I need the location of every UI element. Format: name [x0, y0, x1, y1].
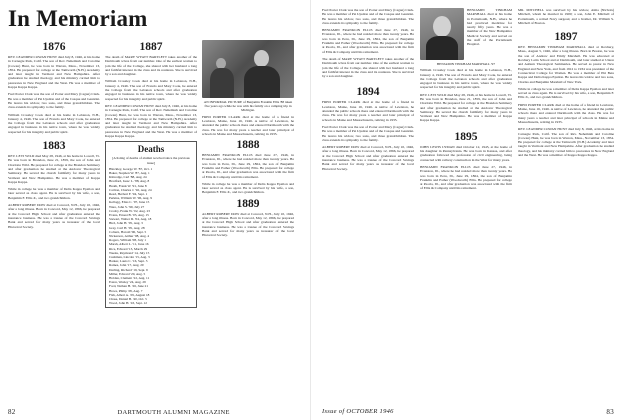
obituary-text: REV. LEVI WILD died May 28, 1946, at his home in Lowell, Vt. He was born in Brandon, June 21, 1859, the son of John and Charlotte Wild. He prepared for college at the Brandon Seminary and after graduation he studied at the Andover Theological Seminary. He served the church faithfully for many years in Vermont and New Hampshire. He was a member of Kappa Kappa Kappa.: [8, 154, 100, 184]
column-5: [420, 8, 512, 406]
column-1: [8, 40, 100, 406]
page-number: 83: [606, 408, 614, 416]
obituary-text: ALBERT ROBERT DOW died at Concord, N.H., July 10, 1946, after a long illness. Born in Concord, May 12, 1866, he prepared at the Concord High School and after graduation entered the insurance business. He was a trustee of the Concord Savings Bank and served for many years as treasurer of the local Historical Society.: [202, 211, 294, 238]
column-4: [322, 8, 414, 406]
deaths-box: [105, 141, 197, 308]
death-entry: Baker, Stephen W. '87, Aug. 1: [109, 170, 150, 175]
obituary-text: ALBERT ROBERT DOW died at Concord, N.H., July 10, 1946, after a long illness. Born in Concord, May 12, 1866, he prepared at the Concord High School and after graduation entered the insurance business. He was a trustee of the Concord Savings Bank and served for many years as treasurer of the local Historical Society.: [8, 203, 100, 229]
column-2: [105, 40, 197, 406]
portrait-caption: BENJAMIN TINKHAM MARSHALL '97: [436, 62, 496, 66]
deaths-list: [109, 167, 193, 306]
death-entry: Reed, Herbert F. '94, Sept. 1: [109, 191, 148, 196]
death-entry: Eaton, Wesley '24, Aug. 29: [109, 280, 146, 285]
obituary-text: REV. BENJAMIN TINKHAM MARSHALL died at Roxbury, Mass., August 5, 1946, after a long illness. Born in Boston, he was the son of Andrew and Emily Marshall. He was educated at Roxbury Latin School and at Dartmouth, and later studied at Union and Auburn Theological Seminaries. He served as pastor in New England and New York, and from 1912 to 1934 was president of the Connecticut College for Women. He was a member of Phi Beta Kappa and Delta Kappa Epsilon. He leaves his widow and two sons, Charles and Benjamin Marshall of New York.: [518, 45, 614, 84]
death-entry: Hinckley, George W. '87, Oct. 1: [109, 166, 153, 171]
obituary-text: REV. LEANDER COWAN HUNT died July 8, 1946, at his home in Carnegie Park, Calif. The son of Rev. Nehemiah and Caroline (Cowan) Hunt, he was born in Warren, Mass., November 13, 1854. He prepared for college at the Tamworth (N.H.) Academy and later taught in Vermont and New Hampshire. After graduation he studied theology, and his ministry carried him to pastorates in New England and the West. He was a member of Kappa Kappa Kappa.: [8, 55, 100, 90]
page-number: 82: [8, 408, 16, 416]
death-entry: Stewart, Walter D. '04, Aug. 18: [109, 217, 152, 222]
right-footer: [322, 408, 614, 415]
death-entry: Weeks, Raymond '14, July 15: [109, 250, 150, 255]
page-title: In Memoriam: [8, 6, 148, 31]
death-entry: Kellogg, Elias C. '97, June 15: [109, 200, 150, 205]
column-3: [202, 40, 294, 406]
death-entry: Perkins, William W. '96, Aug. 9: [109, 196, 152, 201]
death-entry: Holden, Clement '22, Aug. 11: [109, 276, 150, 281]
death-entry: Wood, John H. '43, Sept. 12: [109, 301, 147, 306]
death-entry: Rogers, William '08, July 1: [109, 238, 146, 243]
death-entry: Miller, Edward '20, Aug. 5: [109, 271, 146, 276]
death-entry: Gray, Carl H. '05, Aug. 28: [109, 225, 145, 230]
class-year-heading: 1889: [236, 197, 260, 210]
death-entry: Barker, Louis C. '16, Sept. 3: [109, 259, 148, 264]
obituary-text: MR. MITCHELL was survived by his widow, Alma (Nichols) Mitchell, whom he married in 1900; a son, John E. Mitchell of Portsmouth, a retired Navy surgeon; and a brother, Dr. William S. Mitchell of Boston.: [518, 8, 614, 25]
death-entry: Bird, John H. '05, Aug. 3: [109, 221, 143, 226]
class-year-heading: 1876: [42, 41, 66, 53]
obituary-text: While in college he was a member of Delta Kappa Epsilon and later served as class agent. He is survived by his wife, a son, Benjamin F. Ellis Jr., and two grandchildren.: [518, 86, 614, 100]
obituary-text: JOHN LEWIS LYMAN died October 12, 1945, at the home of his daughter in Pennsylvania. He was born in Kansas, and after graduation followed the profession of civil engineering, being connected with railway construction in the West for many years.: [420, 144, 512, 162]
left-page: [0, 0, 300, 420]
obituary-text: FRED PORTER CLARK died at the home of a friend in Lewiston, Maine, June 16, 1946. A native of Lewiston, he attended the public schools there and entered Dartmouth with the class. He was for many years a teacher and later principal of schools in Maine and Massachusetts, retiring in 1935.: [202, 114, 294, 136]
obituary-text: The death of MARY WYATT BARTLETT takes another of the Dartmouth wives from our number. One of the earliest women to join the life of the College, she shared with her husband a long and faithful interest in the class and its reunions. She is survived by a son and daughter.: [105, 55, 197, 77]
obituary-text: REV. LEVI WILD died May 28, 1946, at his home in Lowell, Vt. He was born in Brandon, June 21, 1859, the son of John and Charlotte Wild. He prepared for college at the Brandon Seminary and after graduation he studied at the Andover Theological Seminary. He served the church faithfully for many years in Vermont and New Hampshire. He was a member of Kappa Kappa Kappa.: [420, 92, 512, 123]
death-entry: Marsh, Albert L. '11, June 16: [109, 242, 149, 247]
death-entry: Crosby, Frank W. '02, Aug. 23: [109, 208, 150, 213]
death-entry: Cushman, Lincoln '15, Aug. 3: [109, 255, 150, 260]
death-entry: Chase, Daniel B. '40, Oct. 5: [109, 297, 147, 302]
right-page: [322, 0, 622, 420]
obituary-text: BENJAMIN FRANKLIN ELLIS died June 27, 1946, in Evanston, Ill., where he had resided more than twenty years. He was born in Peru, Ill., June 29, 1864, the son of Benjamin Franklin and Esther (Woodworth) Ellis. He prepared for college at Peoria, Ill., and after graduation was associated with the firm of Ellis & Company until his retirement.: [202, 153, 294, 179]
obituary-text: FRED PORTER CLARK died at the home of a friend in Lewiston, Maine, June 16, 1946. A native of Lewiston, he attended the public schools there and entered Dartmouth with the class. He was for many years a teacher and later principal of schools in Maine and Massachusetts, retiring in 1935.: [518, 102, 614, 124]
obituary-text: Fred Porter Clark was the son of Porter and Mary (Cagan) Clark. He was a member of Psi Upsilon and of the Casque and Gauntlet. He leaves his widow, two sons, and three grandchildren. The class extends its sympathy to the family.: [8, 92, 100, 110]
death-entry: Kittredge, Carl '88, Aug. 24: [109, 175, 147, 180]
death-entry: Ford, Nathan H. '26, June 21: [109, 284, 149, 289]
obituary-text: REV. LEANDER COWAN HUNT died July 8, 1946, at his home in Carnegie Park, Calif. The son of Rev. Nehemiah and Caroline (Cowan) Hunt, he was born in Warren, Mass., November 13, 1854. He prepared for college at the Tamworth (N.H.) Academy and later taught in Vermont and New Hampshire. After graduation he studied theology, and his ministry carried him to pastorates in New England and the West. He was a member of Kappa Kappa Kappa.: [105, 103, 197, 139]
issue-date: Issue of OCTOBER 1946: [322, 408, 394, 415]
obituary-text: REV. LEANDER COWAN HUNT died July 8, 1946, at his home in Carnegie Park, Calif. The son of Rev. Nehemiah and Caroline (Cowan) Hunt, he was born in Warren, Mass., November 13, 1854. He prepared for college at the Tamworth (N.H.) Academy and later taught in Vermont and New Hampshire. After graduation he studied theology, and his ministry carried him to pastorates in New England and the West. He was a member of Kappa Kappa Kappa.: [518, 127, 614, 158]
obituary-text: BENJAMIN FRANKLIN ELLIS died June 27, 1946, in Evanston, Ill., where he had resided more than twenty years. He was born in Peru, Ill., June 29, 1864, the son of Benjamin Franklin and Esther (Woodworth) Ellis. He prepared for college at Peoria, Ill., and after graduation was associated with the firm of Ellis & Company until his retirement.: [420, 164, 512, 191]
death-entry: Darling, Richard '19, Sept. 9: [109, 267, 148, 272]
class-year-heading: 1895: [454, 130, 478, 143]
photo-caption: AN INFORMAL PICTURE of Benjamin Franklin Ellis '88 taken five years ago while he was with his family on a camping trip in Michigan.: [203, 100, 293, 113]
death-entry: Fish, Albert A. '29, August 18: [109, 292, 150, 297]
obituary-text: While in college he was a member of Delta Kappa Epsilon and later served as class agent. He is survived by his wife, a son, Benjamin F. Ellis Jr., and two grandchildren.: [202, 181, 294, 195]
obituary-text: William Crossley Cook died at his home in Lebanon, N.H., January 4, 1946. The son of Francis and Mary Cook, he entered the College from the Lebanon schools and after graduation engaged in business in his native town, where he was widely respected for his integrity and public spirit.: [105, 79, 197, 101]
death-entry: Nickerson, Arthur '08, Aug. 4: [109, 234, 150, 238]
obituary-text: BENJAMIN FRANKLIN ELLIS died June 27, 1946, in Evanston, Ill., where he had resided more than twenty years. He was born in Peru, Ill., June 29, 1864, the son of Benjamin Franklin and Esther (Woodworth) Ellis. He prepared for college at Peoria, Ill., and after graduation was associated with the firm of Ellis & Company until his retirement.: [322, 28, 414, 54]
obituary-text: FRED PORTER CLARK died at the home of a friend in Lewiston, Maine, June 16, 1946. A native of Lewiston, he attended the public schools there and entered Dartmouth with the class. He was for many years a teacher and later principal of schools in Maine and Massachusetts, retiring in 1935.: [322, 100, 414, 122]
obituary-text: While in college he was a member of Delta Kappa Epsilon and later served as class agent. He is survived by his wife, a son, Benjamin F. Ellis Jr., and two grandchildren.: [8, 187, 100, 200]
left-footer: [8, 408, 230, 416]
death-entry: Bradford, Isaac L. '88, Aug. 8: [109, 179, 150, 184]
obituary-text: William Crossley Cook died at his home in Lebanon, N.H., January 4, 1946. The son of Francis and Mary Cook, he entered the College from the Lebanon schools and after graduation engaged in business in his native town, where he was widely respected for his integrity and public spirit.: [420, 68, 512, 90]
obituary-text: ALBERT ROBERT DOW died at Concord, N.H., July 10, 1946, after a long illness. Born in Concord, May 12, 1866, he prepared at the Concord High School and after graduation entered the insurance business. He was a trustee of the Concord Savings Bank and served for many years as treasurer of the local Historical Society.: [322, 145, 414, 171]
class-year-heading: 1887: [139, 41, 163, 53]
obituary-text: Fred Porter Clark was the son of Porter and Mary (Cagan) Clark. He was a member of Psi Upsilon and of the Casque and Gauntlet. He leaves his widow, two sons, and three grandchildren. The class extends its sympathy to the family.: [322, 124, 414, 142]
class-year-heading: 1883: [42, 140, 66, 153]
deaths-note: [A listing of deaths of alumni received since the previous issue]: [112, 156, 190, 165]
class-year-heading: 1897: [554, 31, 578, 44]
death-entry: Heath, Frank W. '91, June 8: [109, 183, 147, 188]
death-entry: Evans, Ernest B. '03, Aug. 15: [109, 212, 149, 217]
page-gutter: [310, 0, 311, 420]
obituary-text: BENJAMIN TINKHAM MARSHALL died at his home in Portsmouth, N.H., where he had practiced medicine for nearly fifty years. He was a member of the New Hampshire Medical Society and served on the staff of the Portsmouth Hospital.: [467, 8, 512, 47]
death-entry: Rice, Edward '13, March 29: [109, 246, 148, 251]
column-6: [518, 8, 614, 406]
obituary-text: The death of MARY WYATT BARTLETT takes another of the Dartmouth wives from our number. One of the earliest women to join the life of the College, she shared with her husband a long and faithful interest in the class and its reunions. She is survived by a son and daughter.: [322, 56, 414, 79]
obituary-text: Fred Porter Clark was the son of Porter and Mary (Cagan) Clark. He was a member of Psi Upsilon and of the Casque and Gauntlet. He leaves his widow, two sons, and three grandchildren. The class extends its sympathy to the family.: [322, 8, 414, 25]
death-entry: Howe, Philip '28, Aug. 7: [109, 288, 143, 293]
ellis-photo: [202, 40, 294, 98]
marshall-portrait: [420, 8, 464, 60]
death-entry: Ware, John S. '99, July 27: [109, 204, 145, 209]
magazine-title: DARTMOUTH ALUMNI MAGAZINE: [117, 409, 230, 416]
class-year-heading: 1888: [236, 139, 260, 152]
death-entry: Raines, John '17, Aug. 20: [109, 263, 144, 268]
death-entry: Coburn, Harold '06, Sept. 5: [109, 229, 147, 234]
deaths-heading: Deaths: [137, 144, 165, 155]
death-entry: Carlton, Charles J. '92, Aug. 24: [109, 187, 152, 192]
obituary-text: William Crossley Cook died at his home in Lebanon, N.H., January 4, 1946. The son of Francis and Mary Cook, he entered the College from the Lebanon schools and after graduation engaged in business in his native town, where he was widely respected for his integrity and public spirit.: [8, 112, 100, 134]
class-year-heading: 1894: [356, 86, 380, 99]
